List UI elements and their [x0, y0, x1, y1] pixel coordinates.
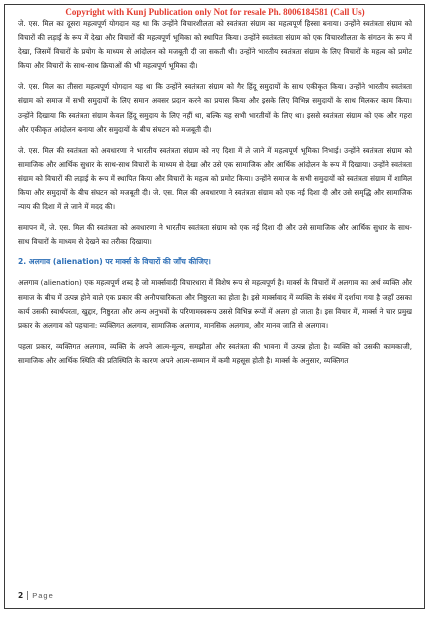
paragraph-conclusion: समापन में, जे. एस. मिल की स्वतंत्रता को अवधारणा ने भारतीय स्वतंत्रता संग्राम को एक नई दिशा दी और उसे सामाजिक और आर्थिक सुधार के साथ-साथ विचारों के माध्यम से देखने का तरीका दिखाया। — [18, 223, 412, 247]
question-heading: 2. अलगाव (alienation) पर मार्क्स के विचारों की जाँच कीजिए। — [18, 257, 211, 267]
page-label: Page — [32, 591, 54, 600]
paragraph-mill-second-contribution: जे. एस. मिल का दूसरा महत्वपूर्ण योगदान यह था कि उन्होंने विचारशीलता को स्वतंत्रता संग्राम का महत्वपूर्ण हिस्सा बनाया। उन्होंने स्वतंत्रता संग्राम को विचारों की लड़ाई के रूप में देखा और विचारों की महत्वपूर्ण भूमिका को स्थापित किया। उन्होंने स्वतंत्रता संग्राम को एक विचारशीलता के संगठन के रूप में देखा, जिसमें विचारों के प्रयोग के माध्यम से आंदोलन को मजबूती दी जा सकती थी। उन्होंने भारतीय स्वतंत्रता संग्राम के लिए विचारों के महत्व को प्रमोट किया और विचारों के साथ-साथ क्रियाओं की भी महत्वपूर्ण भूमिका दी। — [18, 19, 412, 71]
page-content — [18, 17, 412, 569]
paragraph-mill-concept-impact: जे. एस. मिल की स्वतंत्रता को अवधारणा ने भारतीय स्वतंत्रता संग्राम को नए दिशा में ले जाने में महत्वपूर्ण भूमिका निभाई। उन्होंने स्वतंत्रता संग्राम को सामाजिक और आर्थिक सुधार के साथ-साथ विचारों के माध्यम से देखा और उसे एक सामाजिक और आर्थिक आंदोलन के रूप में दिखाया। उन्होंने स्वतंत्रता संग्राम को विचारों की लड़ाई के रूप में स्थापित किया और विचारों के महत्व को प्रमोट किया। उन्होंने समाज के सभी समुदायों को स्वतंत्रता संग्राम में शामिल किया और समुदायों के बीच संघटन को मजबूती दी। जे. एस. मिल की अवधारणा ने स्वतंत्रता संग्राम को एक नई दिशा दी और उसे समृद्धि और सामाजिक न्याय की दिशा में ले जाने में मदद की। — [18, 145, 412, 212]
copyright-banner: Copyright with Kunj Publication only Not for resale Ph. 8006184581 (Call Us) — [65, 7, 365, 17]
page-footer — [18, 591, 412, 600]
paragraph-alienation-intro: अलगाव (alienation) एक महत्वपूर्ण शब्द है जो मार्क्सवादी विचारधारा में विशेष रूप से महत्वपूर्ण है। मार्क्स के विचारों में अलगाव का अर्थ व्यक्ति और समाज के बीच में उत्पन्न होने वाले एक प्रकार की अनौपचारिकता और निष्ठुरता का होता है। इसे मार्क्सवाद में व्यक्ति के संबंध में दर्शाया गया है जहाँ उसका कार्य उसकी स्वार्थपरता, खुद्दार, निष्ठुरता और अन्य अनुभवों के परिणामस्वरूप उससे विभिन्न रूपों में अलग हो जाता है। इस विचार में, मार्क्स ने चार प्रमुख प्रकार के अलगाव को पहचाना: व्यक्तिगत अलगाव, सामाजिक अलगाव, मानसिक अलगाव, और मानव जाति से अलगाव। — [18, 278, 412, 330]
page-number: 2 — [18, 591, 24, 600]
footer-divider — [27, 591, 28, 600]
document-page — [4, 4, 425, 609]
paragraph-mill-third-contribution: जे. एस. मिल का तीसरा महत्वपूर्ण योगदान यह था कि उन्होंने स्वतंत्रता संग्राम को गैर हिंदू समुदायों के साथ एकीकृत किया। उन्होंने भारतीय स्वतंत्रता संग्राम को समाज में सभी समुदायों के लिए समान अवसर प्रदान करने का प्रयास किया और इसके लिए विभिन्न समुदायों के साथ मिलकर काम किया। उन्होंने दिखाया कि स्वतंत्रता संग्राम केवल हिंदू समुदाय के लिए नहीं था, बल्कि यह सभी भारतीयों के लिए था। इससे स्वतंत्रता संग्राम को एक और गहरा और एकीकृत आंदोलन बनाया और समुदायों के बीच संघटन को मजबूती दी। — [18, 82, 412, 134]
paragraph-individual-alienation: पहला प्रकार, व्यक्तिगत अलगाव, व्यक्ति के अपने आत्म-मूल्य, समझौता और स्वतंत्रता की भावना में उत्पन्न होता है। व्यक्ति को उसकी कामकाजी, सामाजिक और आर्थिक स्थिति की प्रतिस्थिति के कारण अपने आत्म-सम्मान में कमी महसूस होती है। मार्क्स के अनुसार, व्यक्तिगत — [18, 341, 412, 365]
